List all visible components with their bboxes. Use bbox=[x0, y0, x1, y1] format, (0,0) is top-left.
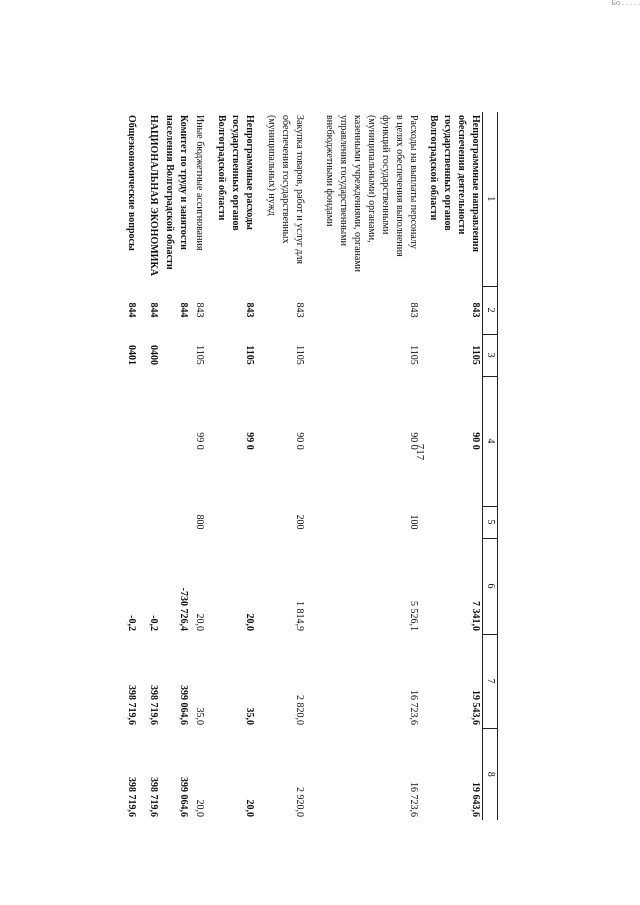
row-value-col6: 20,0 bbox=[244, 613, 255, 631]
row-code-kind: 100 bbox=[408, 514, 419, 530]
row-spacer bbox=[256, 112, 264, 820]
budget-table-wrapper bbox=[88, 112, 498, 820]
table-row bbox=[426, 112, 483, 820]
row-value-col8: 19 643,6 bbox=[470, 782, 481, 817]
table-row bbox=[322, 112, 420, 820]
row-value-col6: 5 526,1 bbox=[408, 601, 419, 631]
row-name-line: обеспечения деятельности bbox=[456, 115, 467, 235]
header-col-7: 7 bbox=[483, 634, 498, 728]
table-row bbox=[214, 112, 256, 820]
row-name-cell bbox=[214, 112, 256, 286]
row-value-col8: 20,0 bbox=[244, 799, 255, 817]
row-value-col7: 35,0 bbox=[194, 707, 205, 725]
row-name-line: Расходы на выплаты персоналу bbox=[408, 115, 419, 249]
row-name-line: Закупка товаров, работ и услуг для bbox=[294, 115, 305, 264]
row-value-col7: 398 719,6 bbox=[126, 685, 137, 725]
row-name-line: Непрограммные направления bbox=[470, 115, 481, 252]
row-name-line: населения Волгоградской области bbox=[164, 115, 175, 270]
row-code-admin: 843 bbox=[408, 302, 419, 318]
header-col-4: 4 bbox=[483, 376, 498, 506]
row-value-col6: 1 814,9 bbox=[294, 601, 305, 631]
row-value-col6: -730 726,4 bbox=[178, 587, 189, 631]
row-code-target bbox=[124, 376, 138, 506]
row-name-line: Общеэкономические вопросы bbox=[126, 115, 137, 251]
row-name-line: государственных органов bbox=[230, 115, 241, 231]
header-col-5: 5 bbox=[483, 506, 498, 538]
row-name-line: в целях обеспечения выполнения bbox=[394, 115, 405, 257]
row-value-col7: 399 064,6 bbox=[178, 685, 189, 725]
table-header-row bbox=[483, 112, 498, 820]
row-code-section: 1105 bbox=[244, 345, 255, 365]
row-spacer bbox=[306, 112, 322, 820]
row-value-col7: 16 723,6 bbox=[408, 690, 419, 725]
budget-table-rotated bbox=[88, 112, 498, 820]
row-code-section: 0401 bbox=[126, 345, 137, 365]
row-name-cell bbox=[146, 112, 160, 286]
row-code-target: 90 0 bbox=[408, 432, 419, 450]
row-code-admin: 843 bbox=[244, 302, 255, 318]
row-code-kind bbox=[124, 506, 138, 538]
row-code-admin: 843 bbox=[470, 302, 481, 318]
row-code-section: 0400 bbox=[148, 345, 159, 365]
table-row bbox=[162, 112, 190, 820]
row-value-col6: 7 341,0 bbox=[470, 601, 481, 631]
row-name-line: Волгоградской области bbox=[216, 115, 227, 221]
row-name-line: функций государственными bbox=[380, 115, 391, 235]
row-name-cell bbox=[426, 112, 483, 286]
table-row bbox=[264, 112, 306, 820]
row-value-col8: 399 064,6 bbox=[178, 777, 189, 817]
row-spacer-cell bbox=[206, 112, 214, 820]
row-name-cell bbox=[162, 112, 190, 286]
row-name-line: НАЦИОНАЛЬНАЯ ЭКОНОМИКА bbox=[148, 115, 159, 276]
row-code-admin: 844 bbox=[126, 302, 137, 318]
row-code-target: 99 0 bbox=[194, 432, 205, 450]
row-value-col8: 16 723,6 bbox=[408, 782, 419, 817]
header-col-6: 6 bbox=[483, 538, 498, 634]
header-col-1: 1 bbox=[483, 112, 498, 286]
row-code-kind bbox=[426, 506, 483, 538]
row-name-line: внебюджетными фондами bbox=[324, 115, 335, 227]
row-value-col8: 398 719,6 bbox=[148, 777, 159, 817]
row-code-section: 1105 bbox=[470, 345, 481, 365]
row-value-col8: 398 719,6 bbox=[126, 777, 137, 817]
row-code-section: 1105 bbox=[294, 345, 305, 365]
row-code-section bbox=[162, 334, 190, 376]
row-name-cell bbox=[124, 112, 138, 286]
row-code-admin: 844 bbox=[148, 302, 159, 318]
row-value-col7: 2 820,0 bbox=[294, 695, 305, 725]
row-code-target: 90 0 bbox=[294, 432, 305, 450]
row-code-section: 1105 bbox=[194, 345, 205, 365]
row-code-kind bbox=[214, 506, 256, 538]
row-value-col7: 398 719,6 bbox=[148, 685, 159, 725]
header-col-8: 8 bbox=[483, 728, 498, 820]
row-name-line: казенными учреждениями, органами bbox=[352, 115, 363, 273]
row-code-section: 1105 bbox=[408, 345, 419, 365]
header-col-3: 3 bbox=[483, 334, 498, 376]
row-spacer-cell bbox=[306, 112, 322, 820]
row-spacer-cell bbox=[138, 112, 146, 820]
row-name-line: Непрограммные расходы bbox=[244, 115, 255, 230]
row-name-line: (муниципальных) нужд bbox=[266, 115, 277, 216]
row-value-col6: -0,2 bbox=[126, 615, 137, 631]
row-name-line: Комитет по труду и занятости bbox=[178, 115, 189, 250]
table-body bbox=[124, 112, 483, 820]
row-code-kind bbox=[162, 506, 190, 538]
row-name-line: обеспечения государственных bbox=[280, 115, 291, 244]
row-name-cell bbox=[264, 112, 306, 286]
row-code-target: 90 0 bbox=[470, 432, 481, 450]
row-spacer bbox=[206, 112, 214, 820]
row-name-line: (муниципальными) органами, bbox=[366, 115, 377, 243]
table-row bbox=[146, 112, 160, 820]
row-value-col7: 35,0 bbox=[244, 707, 255, 725]
row-code-admin: 843 bbox=[294, 302, 305, 318]
row-name-cell bbox=[192, 112, 206, 286]
row-code-target: 99 0 bbox=[244, 432, 255, 450]
row-value-col6: -0,2 bbox=[148, 615, 159, 631]
row-spacer bbox=[138, 112, 146, 820]
table-row bbox=[124, 112, 138, 820]
budget-table bbox=[124, 112, 498, 820]
row-value-col7: 19 543,6 bbox=[470, 690, 481, 725]
row-code-kind: 800 bbox=[194, 514, 205, 530]
header-col-2: 2 bbox=[483, 286, 498, 334]
row-code-target bbox=[162, 376, 190, 506]
row-code-target bbox=[146, 376, 160, 506]
row-name-line: управления государственными bbox=[338, 115, 349, 246]
row-name-line: государственных органов bbox=[442, 115, 453, 231]
row-code-admin: 843 bbox=[194, 302, 205, 318]
page-number: 717 bbox=[414, 443, 426, 461]
row-name-line: Волгоградской области bbox=[428, 115, 439, 221]
row-name-line: Иные бюджетные ассигнования bbox=[194, 115, 205, 251]
row-code-kind bbox=[146, 506, 160, 538]
row-value-col6: 20,0 bbox=[194, 613, 205, 631]
row-value-col8: 2 920,0 bbox=[294, 787, 305, 817]
row-code-admin: 844 bbox=[178, 302, 189, 318]
row-code-kind: 200 bbox=[294, 514, 305, 530]
row-spacer-cell bbox=[256, 112, 264, 820]
top-edge-artifact: Бо . . . . . bbox=[611, 0, 640, 6]
row-name-cell bbox=[322, 112, 420, 286]
table-row bbox=[192, 112, 206, 820]
row-value-col8: 20,0 bbox=[194, 799, 205, 817]
